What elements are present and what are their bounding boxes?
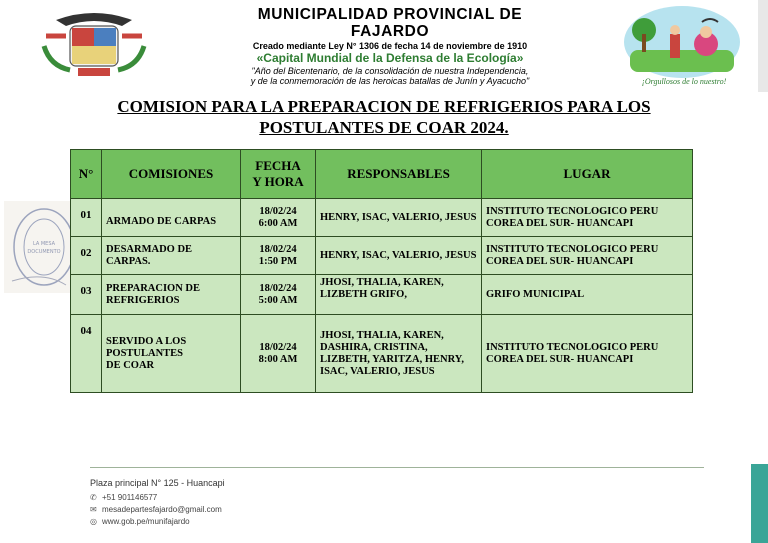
row-lugar: INSTITUTO TECNOLOGICO PERU COREA DEL SUR- HUANCAPI: [482, 237, 693, 275]
row-comision: PREPARACION DE REFRIGERIOS: [102, 275, 241, 315]
header-comisiones: COMISIONES: [102, 150, 241, 199]
footer-phone-row: [90, 493, 157, 502]
row-fecha-hora: [241, 199, 316, 237]
scrollbar-track[interactable]: [758, 0, 768, 92]
row-fecha-hora: [241, 237, 316, 275]
row-hora: 5:00 AM: [258, 294, 298, 306]
row-responsables: HENRY, ISAC, VALERIO, JESUS: [316, 199, 482, 237]
row-lugar: GRIFO MUNICIPAL: [482, 275, 693, 315]
row-num: 03: [71, 275, 102, 315]
coat-of-arms-icon: [36, 6, 152, 80]
row-fecha-hora: [241, 275, 316, 315]
header-fecha: [241, 150, 316, 199]
footer-web[interactable]: www.gob.pe/munifajardo: [102, 517, 190, 526]
header-fecha-line1: FECHA: [255, 158, 301, 173]
commissions-table: [70, 149, 693, 393]
document-title-line2: POSTULANTES DE COAR 2024.: [259, 118, 509, 137]
creation-law: Creado mediante Ley N° 1306 de fecha 14 de noviembre de 1910: [252, 41, 528, 51]
header-fecha-line2: Y HORA: [252, 174, 304, 189]
row-lugar: INSTITUTO TECNOLOGICO PERU COREA DEL SUR- HUANCAPI: [482, 199, 693, 237]
row-hora: 1:50 PM: [258, 255, 298, 267]
row-fecha: 18/02/24: [259, 243, 297, 255]
table-row: [71, 315, 693, 393]
row-responsables: JHOSI, THALIA, KAREN, DASHIRA, CRISTINA, LIZBETH, YARITZA, HENRY, ISAC, VALERIO, JESUS: [316, 315, 482, 393]
header-responsables: RESPONSABLES: [316, 150, 482, 199]
row-fecha: 18/02/24: [259, 282, 297, 294]
organization-name: [190, 6, 590, 40]
row-hora: 6:00 AM: [258, 217, 298, 229]
mail-icon: ✉: [90, 505, 97, 514]
footer-email[interactable]: mesadepartesfajardo@gmail.com: [102, 505, 222, 514]
row-responsables: HENRY, ISAC, VALERIO, JESUS: [316, 237, 482, 275]
footer-web-row: [90, 517, 190, 526]
organization-name-line1: MUNICIPALIDAD PROVINCIAL DE: [257, 6, 523, 23]
row-hora: 8:00 AM: [258, 353, 298, 365]
header-num: N°: [71, 150, 102, 199]
letterhead: [0, 0, 768, 92]
table-row: [71, 275, 693, 315]
globe-icon: ◎: [90, 517, 97, 526]
year-motto-line1: "Año del Bicentenario, de la consolidación de nuestra Independencia,: [251, 66, 529, 76]
header-lugar: LUGAR: [482, 150, 693, 199]
year-motto-line2: y de la conmemoración de las heroicas batallas de Junín y Ayacucho": [250, 76, 530, 86]
organization-name-line2: FAJARDO: [350, 23, 430, 40]
document-title: [60, 96, 708, 138]
row-num: 04: [71, 315, 102, 393]
row-fecha: 18/02/24: [259, 341, 297, 353]
capital-slogan: «Capital Mundial de la Defensa de la Ecología»: [256, 51, 524, 65]
table-row: [71, 199, 693, 237]
row-fecha: 18/02/24: [259, 205, 297, 217]
row-fecha-hora: [241, 315, 316, 393]
footer-phone: +51 901146577: [102, 493, 158, 502]
phone-icon: ✆: [90, 493, 97, 502]
row-num: 02: [71, 237, 102, 275]
footer-address: Plaza principal N° 125 - Huancapi: [90, 478, 225, 488]
row-responsables: JHOSI, THALIA, KAREN, LIZBETH GRIFO,: [316, 275, 482, 315]
table-row: [71, 237, 693, 275]
official-stamp-icon: [4, 201, 70, 293]
municipality-logo-icon: [622, 4, 746, 88]
row-num: 01: [71, 199, 102, 237]
footer-divider: [90, 467, 704, 468]
document-title-line1: COMISION PARA LA PREPARACION DE REFRIGERIOS PARA LOS: [117, 97, 651, 116]
footer-email-row: [90, 505, 222, 514]
svg-text:LA MESA: LA MESA: [32, 241, 56, 247]
row-comision: ARMADO DE CARPAS: [102, 199, 241, 237]
row-comision: SERVIDO A LOS POSTULANTES DE COAR: [102, 315, 241, 393]
logo-slogan: ¡Orgullosos de lo nuestro!: [641, 77, 727, 86]
row-comision: DESARMADO DE CARPAS.: [102, 237, 241, 275]
side-accent-bar: [751, 464, 768, 543]
table-header-row: [71, 150, 693, 199]
year-motto: [170, 66, 610, 86]
row-lugar: INSTITUTO TECNOLOGICO PERU COREA DEL SUR- HUANCAPI: [482, 315, 693, 393]
svg-text:DOCUMENTO: DOCUMENTO: [27, 249, 61, 255]
